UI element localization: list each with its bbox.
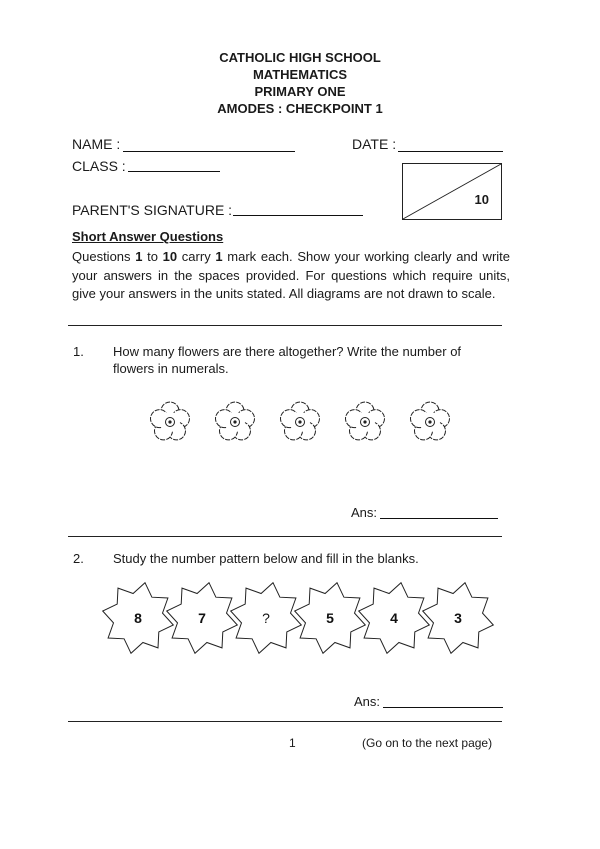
date-field[interactable] xyxy=(398,151,503,152)
continue-note: (Go on to the next page) xyxy=(362,736,493,750)
name-label: NAME : xyxy=(72,136,121,152)
pattern-number-label: 8 xyxy=(134,610,142,626)
pattern-number-label: 7 xyxy=(198,610,206,626)
flower-icon xyxy=(151,402,190,440)
q1-text: How many flowers are there altogether? Write the number of flowers in numerals. xyxy=(113,344,462,376)
instructions: Questions 1 to 10 carry 1 mark each. Show your working clearly and write your answers in the spaces provided. For questions which require units, give your answers in the units stated. All diagrams are not drawn to scale. xyxy=(72,249,510,301)
school-name: CATHOLIC HIGH SCHOOL xyxy=(219,50,381,65)
date-label: DATE : xyxy=(352,136,397,152)
q2-ans-label: Ans: xyxy=(354,694,381,709)
q1-flowers xyxy=(148,398,468,448)
parent-signature-label: PARENT'S SIGNATURE : xyxy=(72,202,233,218)
q1-ans-label: Ans: xyxy=(351,505,378,520)
pattern-number-label: 4 xyxy=(390,610,398,626)
parent-signature-field[interactable] xyxy=(233,215,363,216)
q2-answer-field[interactable] xyxy=(383,707,503,708)
flower-icon xyxy=(216,402,255,440)
pattern-number-label: 3 xyxy=(454,610,462,626)
q2-text: Study the number pattern below and fill in the blanks. xyxy=(113,551,419,566)
section-title: Short Answer Questions xyxy=(72,229,224,244)
flower-icon xyxy=(346,402,385,440)
divider xyxy=(68,721,502,722)
divider xyxy=(68,325,502,326)
flower-icon xyxy=(411,402,450,440)
paper-title: AMODES : CHECKPOINT 1 xyxy=(217,101,383,116)
score-box xyxy=(402,163,502,220)
flower-icon xyxy=(281,402,320,440)
page-number: 1 xyxy=(289,736,296,750)
name-field[interactable] xyxy=(123,151,295,152)
pattern-number-label: 5 xyxy=(326,610,334,626)
class-label: CLASS : xyxy=(72,158,126,174)
class-field[interactable] xyxy=(128,171,220,172)
q2-number-pattern xyxy=(100,578,500,660)
q2-number: 2. xyxy=(73,551,84,566)
level-title: PRIMARY ONE xyxy=(254,84,346,99)
subject-title: MATHEMATICS xyxy=(252,67,348,82)
q1-number: 1. xyxy=(73,344,84,359)
score-total: 10 xyxy=(474,192,489,207)
divider xyxy=(68,536,502,537)
q1-answer-field[interactable] xyxy=(380,518,498,519)
missing-number-label: ? xyxy=(262,610,270,626)
